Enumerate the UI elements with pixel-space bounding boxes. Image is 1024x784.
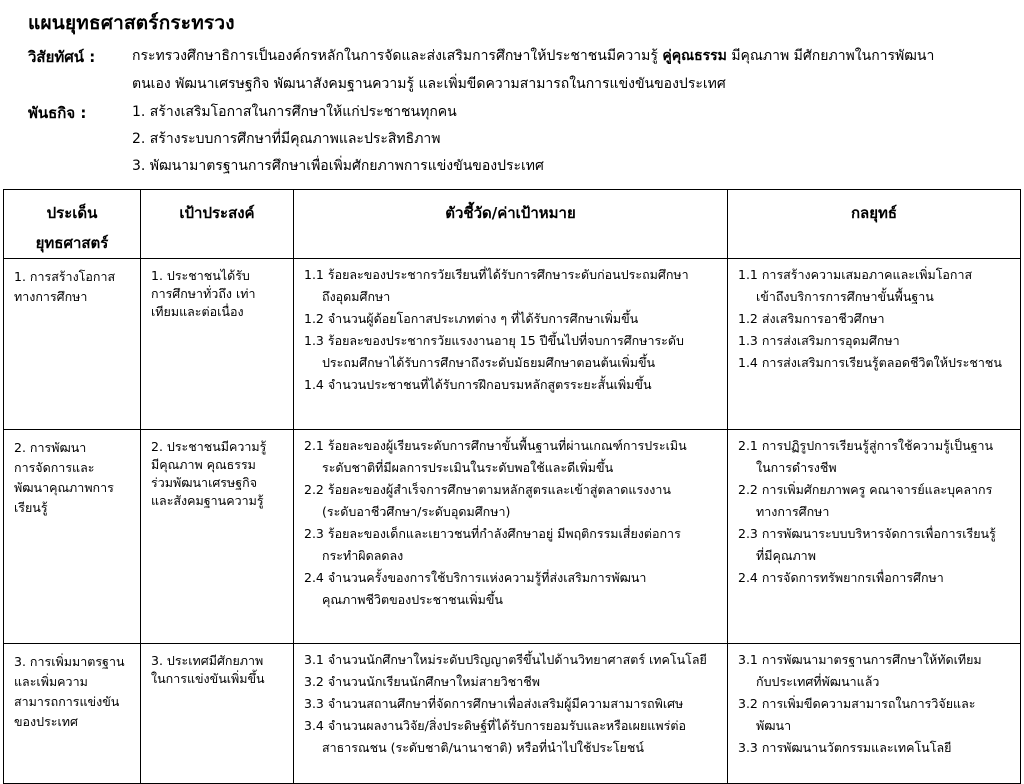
strategy-item [738,693,1014,737]
goal-text: ในการแข่งขันเพิ่มขึ้น [151,671,265,686]
issue-cell [4,430,141,644]
strategy-item-line: 1.4 การส่งเสริมการเรียนรู้ตลอดชีวิตให้ประชาชน [738,355,1002,370]
strategy-item-line: 1.1 การสร้างความเสมอภาคและเพิ่มโอกาส [738,267,973,282]
indicator-item [304,523,721,567]
issue-text: เรียนรู้ [14,500,48,515]
strategy-table [3,189,1021,784]
strategy-item-line: 2.1 การปฏิรูปการเรียนรู้สู่การใช้ความรู้เป็นฐาน [738,438,994,453]
vision-text-post: มีคุณภาพ มีศักยภาพในการพัฒนา [726,48,935,64]
indicator-item [304,693,721,715]
table-header-row [4,190,1021,259]
indicator-item-line: 3.1 จำนวนนักศึกษาใหม่ระดับปริญญาตรีขึ้นไปด้านวิทยาศาสตร์ เทคโนโลยี [304,652,707,667]
document-title: แผนยุทธศาสตร์กระทรวง [28,12,235,34]
table-row [4,644,1021,784]
indicator-item [304,567,721,611]
strategy-item-line: 3.3 การพัฒนานวัตกรรมและเทคโนโลยี [738,740,952,755]
goal-text: 3. ประเทศมีศักยภาพ [151,653,264,668]
issue-text: 1. การสร้างโอกาส [14,269,116,284]
issue-cell [4,644,141,784]
strategy-item-line: 1.3 การส่งเสริมการอุดมศึกษา [738,333,900,348]
indicator-item [304,330,721,374]
indicator-cell [294,430,728,644]
issue-text: ทางการศึกษา [14,289,88,304]
indicator-cell [294,259,728,430]
strategy-item-line: ทางการศึกษา [756,504,830,519]
header-strategy [728,190,1021,259]
indicator-item-line: สาธารณชน (ระดับชาติ/นานาชาติ) หรือที่นำไปใช้ประโยชน์ [322,740,644,755]
issue-cell [4,259,141,430]
header-indicator-text: ตัวชี้วัด/ค่าเป้าหมาย [445,204,576,222]
indicator-item-line: 1.3 ร้อยละของประชากรวัยแรงงานอายุ 15 ปีขึ้นไปที่จบการศึกษาระดับ [304,333,684,348]
indicator-item-line: 3.4 จำนวนผลงานวิจัย/สิ่งประดิษฐ์ที่ได้รับการยอมรับและหรือเผยแพร่ต่อ [304,718,686,733]
goal-cell [141,259,294,430]
strategy-item [738,352,1014,374]
indicator-item-line: 2.4 จำนวนครั้งของการใช้บริการแห่งความรู้ที่ส่งเสริมการพัฒนา [304,570,647,585]
strategy-item-line: กับประเทศที่พัฒนาแล้ว [756,674,880,689]
goal-cell [141,430,294,644]
header-goal-text: เป้าประสงค์ [179,204,255,222]
table-row [4,259,1021,430]
header-goal [141,190,294,259]
strategy-item [738,567,1014,589]
strategy-item [738,264,1014,308]
issue-text: สามารถการแข่งขัน [14,694,120,709]
strategy-item [738,308,1014,330]
strategy-cell [728,644,1021,784]
strategy-item [738,649,1014,693]
goal-cell [141,644,294,784]
goal-text: การศึกษาทั่วถึง เท่า [151,286,256,301]
issue-text: 2. การพัฒนา [14,440,87,455]
strategy-item [738,479,1014,523]
indicator-item-line: 3.3 จำนวนสถานศึกษาที่จัดการศึกษาเพื่อส่งเสริมผู้มีความสามารถพิเศษ [304,696,684,711]
indicator-item-line: 3.2 จำนวนนักเรียนนักศึกษาใหม่สายวิชาชีพ [304,674,540,689]
indicator-item [304,671,721,693]
goal-text: เทียมและต่อเนื่อง [151,304,244,319]
strategy-item-line: ในการดำรงชีพ [756,460,837,475]
header-issue-line: ยุทธศาสตร์ [35,234,109,252]
indicator-item-line: 2.3 ร้อยละของเด็กและเยาวชนที่กำลังศึกษาอยู่ มีพฤติกรรมเสี่ยงต่อการ [304,526,681,541]
goal-text: และสังคมฐานความรู้ [151,493,264,508]
vision-line-2: ตนเอง พัฒนาเศรษฐกิจ พัฒนาสังคมฐานความรู้ และเพิ่มขีดความสามารถในการแข่งขันของประเทศ [132,76,726,92]
indicator-item-line: (ระดับอาชีวศึกษา/ระดับอุดมศึกษา) [322,504,511,519]
strategy-item [738,523,1014,567]
indicator-item-line: กระทำผิดลดลง [322,548,404,563]
table-row [4,430,1021,644]
strategy-item-line: 3.1 การพัฒนามาตรฐานการศึกษาให้ทัดเทียม [738,652,982,667]
strategy-item-line: 2.4 การจัดการทรัพยากรเพื่อการศึกษา [738,570,944,585]
indicator-item [304,479,721,523]
goal-text: 1. ประชาชนได้รับ [151,268,250,283]
issue-text: พัฒนาคุณภาพการ [14,480,114,495]
indicator-item-line: 1.2 จำนวนผู้ด้อยโอกาสประเภทต่าง ๆ ที่ได้รับการศึกษาเพิ่มขึ้น [304,311,639,326]
strategy-item-line: 1.2 ส่งเสริมการอาชีวศึกษา [738,311,885,326]
vision-text-bold: คู่คุณธรรม [662,48,727,64]
goal-text: มีคุณภาพ คุณธรรม [151,457,256,472]
goal-text: 2. ประชาชนมีความรู้ [151,439,267,454]
mission-label: พันธกิจ : [28,104,87,122]
indicator-item-line: 2.2 ร้อยละของผู้สำเร็จการศึกษาตามหลักสูตรและเข้าสู่ตลาดแรงงาน [304,482,671,497]
issue-text: การจัดการและ [14,460,95,475]
issue-text: ของประเทศ [14,714,78,729]
strategy-item-line: ที่มีคุณภาพ [756,548,816,563]
strategy-item-line: พัฒนา [756,718,792,733]
indicator-item [304,715,721,759]
indicator-item-line: ระดับชาติที่มีผลการประเมินในระดับพอใช้และดีเพิ่มขึ้น [322,460,614,475]
indicator-item-line: 1.4 จำนวนประชาชนที่ได้รับการฝึกอบรมหลักสูตรระยะสั้นเพิ่มขึ้น [304,377,652,392]
strategy-item [738,435,1014,479]
indicator-item-line: ถึงอุดมศึกษา [322,289,391,304]
goal-text: ร่วมพัฒนาเศรษฐกิจ [151,475,258,490]
mission-item: 3. พัฒนามาตรฐานการศึกษาเพื่อเพิ่มศักยภาพการแข่งขันของประเทศ [132,158,544,174]
vision-line-1 [132,45,934,67]
header-indicator [294,190,728,259]
vision-text-pre: กระทรวงศึกษาธิการเป็นองค์กรหลักในการจัดและส่งเสริมการศึกษาให้ประชาชนมีความรู้ [132,48,663,64]
strategy-item [738,737,1014,759]
strategy-item-line: 2.2 การเพิ่มศักยภาพครู คณาจารย์และบุคลากร [738,482,993,497]
indicator-item [304,308,721,330]
indicator-item-line: คุณภาพชีวิตของประชาชนเพิ่มขึ้น [322,592,503,607]
issue-text: และเพิ่มความ [14,674,88,689]
strategy-cell [728,259,1021,430]
strategy-cell [728,430,1021,644]
mission-item: 1. สร้างเสริมโอกาสในการศึกษาให้แก่ประชาชนทุกคน [132,104,457,120]
indicator-item-line: 2.1 ร้อยละของผู้เรียนระดับการศึกษาขั้นพื้นฐานที่ผ่านเกณฑ์การประเมิน [304,438,687,453]
strategy-item-line: 3.2 การเพิ่มขีดความสามารถในการวิจัยและ [738,696,976,711]
strategy-item-line: เข้าถึงบริการการศึกษาขั้นพื้นฐาน [756,289,934,304]
indicator-item-line: 1.1 ร้อยละของประชากรวัยเรียนที่ได้รับการศึกษาระดับก่อนประถมศึกษา [304,267,689,282]
indicator-item-line: ประถมศึกษาได้รับการศึกษาถึงระดับมัธยมศึกษาตอนต้นเพิ่มขึ้น [322,355,656,370]
indicator-item [304,649,721,671]
indicator-item [304,435,721,479]
issue-text: 3. การเพิ่มมาตรฐาน [14,654,125,669]
header-issue [4,190,141,259]
header-strategy-text: กลยุทธ์ [850,204,898,222]
strategy-item [738,330,1014,352]
mission-item: 2. สร้างระบบการศึกษาที่มีคุณภาพและประสิทธิภาพ [132,131,441,147]
vision-label: วิสัยทัศน์ : [28,48,96,66]
strategy-item-line: 2.3 การพัฒนาระบบบริหารจัดการเพื่อการเรียนรู้ [738,526,996,541]
indicator-item [304,264,721,308]
header-issue-line: ประเด็น [46,204,98,222]
indicator-item [304,374,721,396]
indicator-cell [294,644,728,784]
